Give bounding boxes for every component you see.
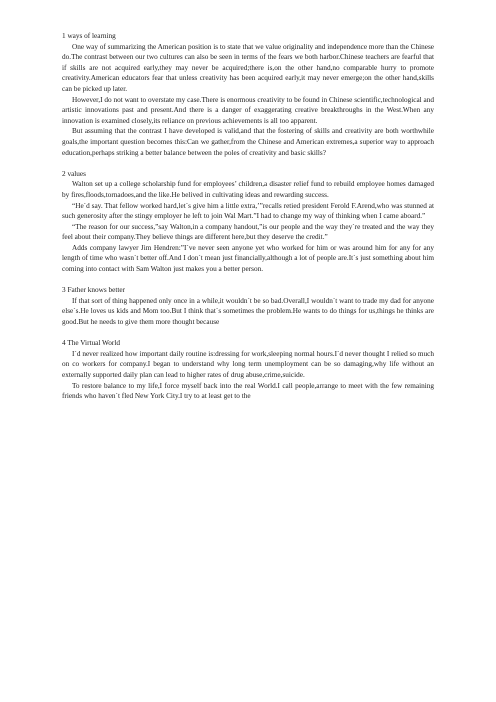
- paragraph: “He`d say. That fellow worked hard,let`s give him a little extra,’”recalls retied president Ferold F.Arend,who was stunned at such generosity after the stingy employer he left to join Wal Mart.”I had to change my way of thinking when I came aboard.”: [62, 201, 434, 221]
- paragraph: Walton set up a college scholarship fund for employees’ children,a disaster relief fund to rebuild employee homes damaged by fires,floods,tornadoes,and the like.He belived in cultivating ideas and rewarding success.: [62, 180, 434, 199]
- paragraph: Adds company lawyer Jim Hendren:”I`ve never seen anyone yet who worked for him or was around him for any for any length of time who wasn`t better off.And I don`t mean just financially,although a lot of people are.It`s just something about him coming into contact with Sam Walton just makes you a better person.: [62, 243, 434, 274]
- section-title: 3 Father knows better: [62, 286, 126, 295]
- section-title: 2 values: [62, 169, 86, 178]
- paragraph: To restore balance to my life,I force myself back into the real World.I call people,arrange to meet with the few remaining friends who haven`t fled New York City.I try to at least get to the: [62, 381, 434, 401]
- paragraph: I`d never realized how important daily routine is:dressing for work,sleeping normal hours.I`d never thought I relied so much on co workers for company.I began to understand why long term unemployment can be so damaging,why life without an externally supported daily plan can lead to higher rates of drug abuse,crime,suicide.: [62, 349, 434, 379]
- paragraph: One way of summarizing the American position is to state that we value originality and independence more than the Chinese do.The contrast between our two cultures can also be seen in terms of the fears we both harbor.Chinese teachers are fearful that if skills are not acquired early,they may never be acquired;there is,on the other hand,no comparable hurry to promote creativity.American educators fear that unless creativity has been acquired early,it may never emerge;on the other hand,skills can be picked up later.: [62, 42, 434, 93]
- paragraph: But assuming that the contrast I have developed is valid,and that the fostering of skills and creativity are both worthwhile goals,the important question becomes this:Can we gather,from the Chinese and American extremes,a superior way to approach education,perhaps striking a better balance between the poles of creativity and basic skills?: [62, 127, 434, 157]
- section-title: 1 ways of learning: [62, 32, 116, 40]
- paragraph: However,I do not want to overstate my case.There is enormous creativity to be found in Chinese scientific,technological and artistic innovations past and present.And there is a danger of exaggerating creative breakthroughs in the West.When any innovation is examined closely,its reliance on previous achievements is all too apparent.: [62, 95, 434, 125]
- section-title: 4 The Virtual World: [62, 339, 120, 348]
- paragraph: “The reason for our success,”say Walton,in a company handout,”is our people and the way they`re treated and the way they feel about their company.They believe things are different here,but they deserve the credit.”: [62, 222, 434, 242]
- document-page: [62, 0, 434, 402]
- paragraph: If that sort of thing happened only once in a while,it wouldn`t be so bad.Overall,I wouldn`t want to trade my dad for anyone else`s.He loves us kids and Mom too.But I think that`s sometimes the problem.He wants to do things for us,things he thinks are good.But he needs to give them more thought because: [62, 296, 434, 327]
